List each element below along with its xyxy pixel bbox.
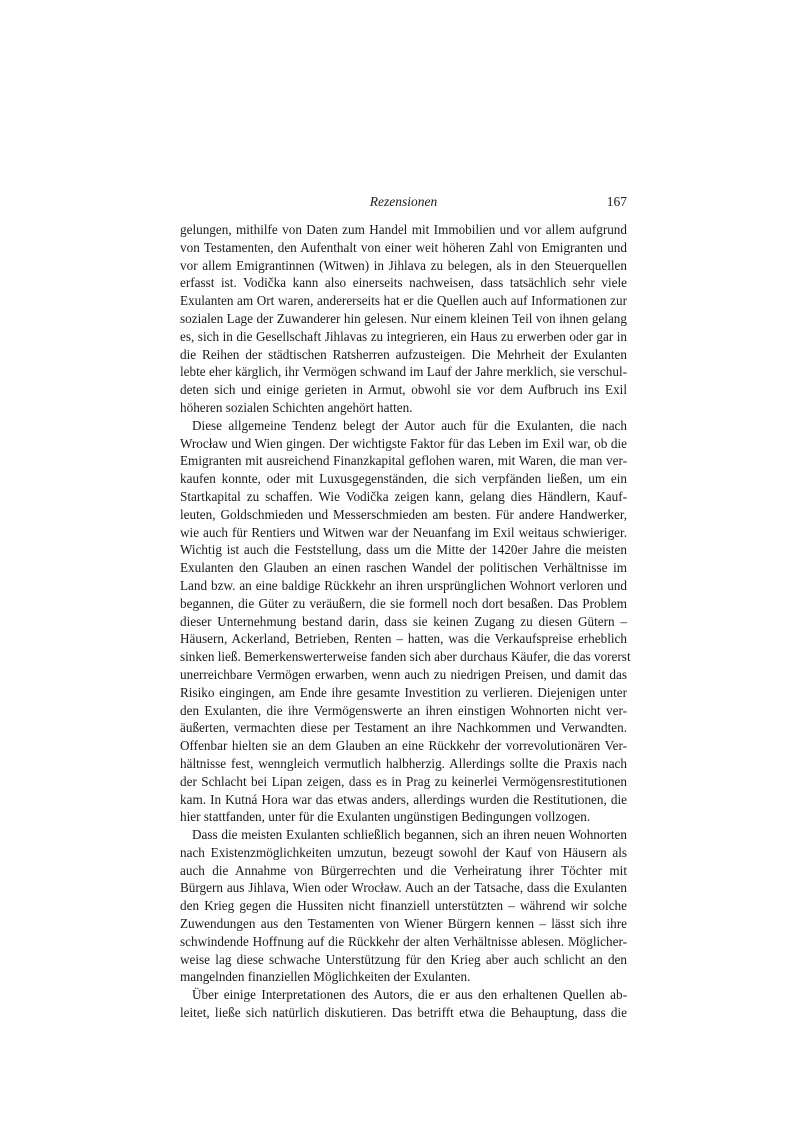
text-line: Häusern, Ackerland, Betrieben, Renten – hatten, was die Verkaufspreise erheblich (180, 631, 627, 647)
text-line: Land bzw. an eine baldige Rückkehr an ihren ursprünglichen Wohnort verloren und (180, 577, 627, 593)
text-line: Wichtig ist auch die Feststellung, dass um die Mitte der 1420er Jahre die meisten (180, 542, 627, 558)
running-header (180, 194, 627, 212)
text-line: sozialen Lage der Zuwanderer hin gelesen. Nur einem kleinen Teil von ihnen gelang (180, 310, 627, 326)
text-line: hältnisse fest, wenngleich vermutlich halbherzig. Allerdings sollte die Praxis nach (180, 755, 627, 771)
text-line: weise lag diese schwache Unterstützung für den Krieg aber auch schlicht an den (180, 951, 627, 967)
running-title: Rezensionen (369, 194, 438, 209)
text-line: Dass die meisten Exulanten schließlich begannen, sich an ihren neuen Wohnorten (192, 827, 627, 843)
paragraph (180, 986, 627, 1022)
text-line: die Reihen der städtischen Ratsherren aufzusteigen. Die Mehrheit der Exulanten (180, 346, 627, 362)
text-line: wie auch für Rentiers und Witwen war der Neuanfang im Exil weitaus schwieriger. (180, 524, 627, 540)
text-line: mangelnden finanziellen Möglichkeiten der Exulanten. (180, 969, 471, 985)
paragraph (180, 221, 627, 417)
text-line: Diese allgemeine Tendenz belegt der Autor auch für die Exulanten, die nach (192, 417, 627, 433)
text-line: Zuwendungen aus den Testamenten von Wiener Bürgern kennen – lässt sich ihre (180, 916, 627, 932)
text-line: gelungen, mithilfe von Daten zum Handel mit Immobilien und vor allem aufgrund (180, 222, 627, 237)
text-line: hier stattfanden, unter für die Exulanten ungünstigen Bedingungen vollzogen. (180, 809, 591, 825)
text-line: unerreichbare Vermögen erwarben, wenn auch zu niedrigen Preisen, und damit das (180, 666, 627, 682)
text-line: sinken ließ. Bemerkenswerterweise fanden sich aber durchaus Käufer, die das vorerst (180, 649, 631, 665)
text-line: kam. In Kutná Hora war das etwas anders, allerdings wurden die Restitutionen, die (180, 791, 627, 807)
text-line: Exulanten am Ort waren, andererseits hat er die Quellen auch auf Informationen zur (180, 293, 627, 309)
text-line: erfasst ist. Vodička kann also einerseits nachweisen, dass tatsächlich sehr viele (180, 275, 627, 291)
text-line: Über einige Interpretationen des Autors, die er aus den erhaltenen Quellen ab- (192, 987, 627, 1003)
text-line: vor allem Emigrantinnen (Witwen) in Jihlava zu belegen, als in den Steuerquellen (180, 257, 627, 273)
text-line: Wrocław und Wien gingen. Der wichtigste Faktor für das Leben im Exil war, ob die (180, 435, 627, 451)
text-line: dieser Unternehmung bestand darin, dass sie keinen Zugang zu diesen Gütern – (180, 613, 627, 629)
paragraph (180, 826, 627, 986)
text-line: von Testamenten, den Aufenthalt von einer weit höheren Zahl von Emigranten und (180, 239, 627, 255)
text-line: nach Existenzmöglichkeiten umzutun, bezeugt sowohl der Kauf von Häusern als (180, 844, 627, 860)
body-text (180, 221, 631, 1022)
text-line: auch die Annahme von Bürgerrechten und die Verheiratung ihrer Töchter mit (180, 862, 627, 878)
text-line: den Exulanten, die ihre Vermögenswerte an ihren einstigen Wohnorten nicht ver- (180, 702, 627, 718)
text-line: Startkapital zu schaffen. Wie Vodička zeigen kann, gelang dies Händlern, Kauf- (180, 488, 627, 504)
text-line: lebte eher kärglich, ihr Vermögen schwand im Lauf der Jahre merklich, sie verschul- (180, 364, 627, 380)
text-line: äußerten, vermachten diese per Testament an ihre Nachkommen und Verwandten. (180, 720, 627, 736)
text-line: schwindende Hoffnung auf die Rückkehr der alten Verhältnisse ablesen. Möglicher- (180, 933, 627, 949)
paragraph (180, 417, 631, 826)
text-line: den Krieg gegen die Hussiten nicht finanziell unterstützten – während wir solche (180, 898, 627, 914)
text-line: begannen, die Güter zu veräußern, die sie formell noch dort besaßen. Das Problem (180, 595, 627, 611)
text-line: kaufen konnte, oder mit Luxusgegenständen, die sich verpfänden ließen, um ein (180, 471, 627, 487)
text-line: Emigranten mit ausreichend Finanzkapital geflohen waren, mit Waren, die man ver- (180, 453, 627, 469)
text-line: Offenbar hielten sie an dem Glauben an eine Rückkehr der vorrevolutionären Ver- (180, 738, 627, 754)
text-line: Exulanten den Glauben an einen raschen Wandel der politischen Verhältnisse im (180, 560, 627, 576)
text-line: der Schlacht bei Lipan zeigen, dass es in Prag zu keinerlei Vermögensrestitutionen (180, 773, 627, 789)
text-line: leuten, Goldschmieden und Messerschmieden am besten. Für andere Handwerker, (180, 506, 627, 522)
text-line: höheren sozialen Schichten angehört hatten. (180, 399, 413, 415)
text-line: Risiko eingingen, am Ende ihre gesamte Investition zu verlieren. Diejenigen unter (180, 684, 627, 700)
text-line: es, sich in die Gesellschaft Jihlavas zu integrieren, ein Haus zu erwerben oder gar in (180, 328, 627, 344)
text-line: leitet, ließe sich natürlich diskutieren. Das betrifft etwa die Behauptung, dass die (180, 1005, 627, 1021)
text-line: deten sich und einige gerieten in Armut, obwohl sie vor dem Aufbruch ins Exil (180, 382, 627, 398)
page-number: 167 (606, 194, 627, 209)
text-line: Bürgern aus Jihlava, Wien oder Wrocław. Auch an der Tatsache, dass die Exulanten (180, 880, 627, 896)
